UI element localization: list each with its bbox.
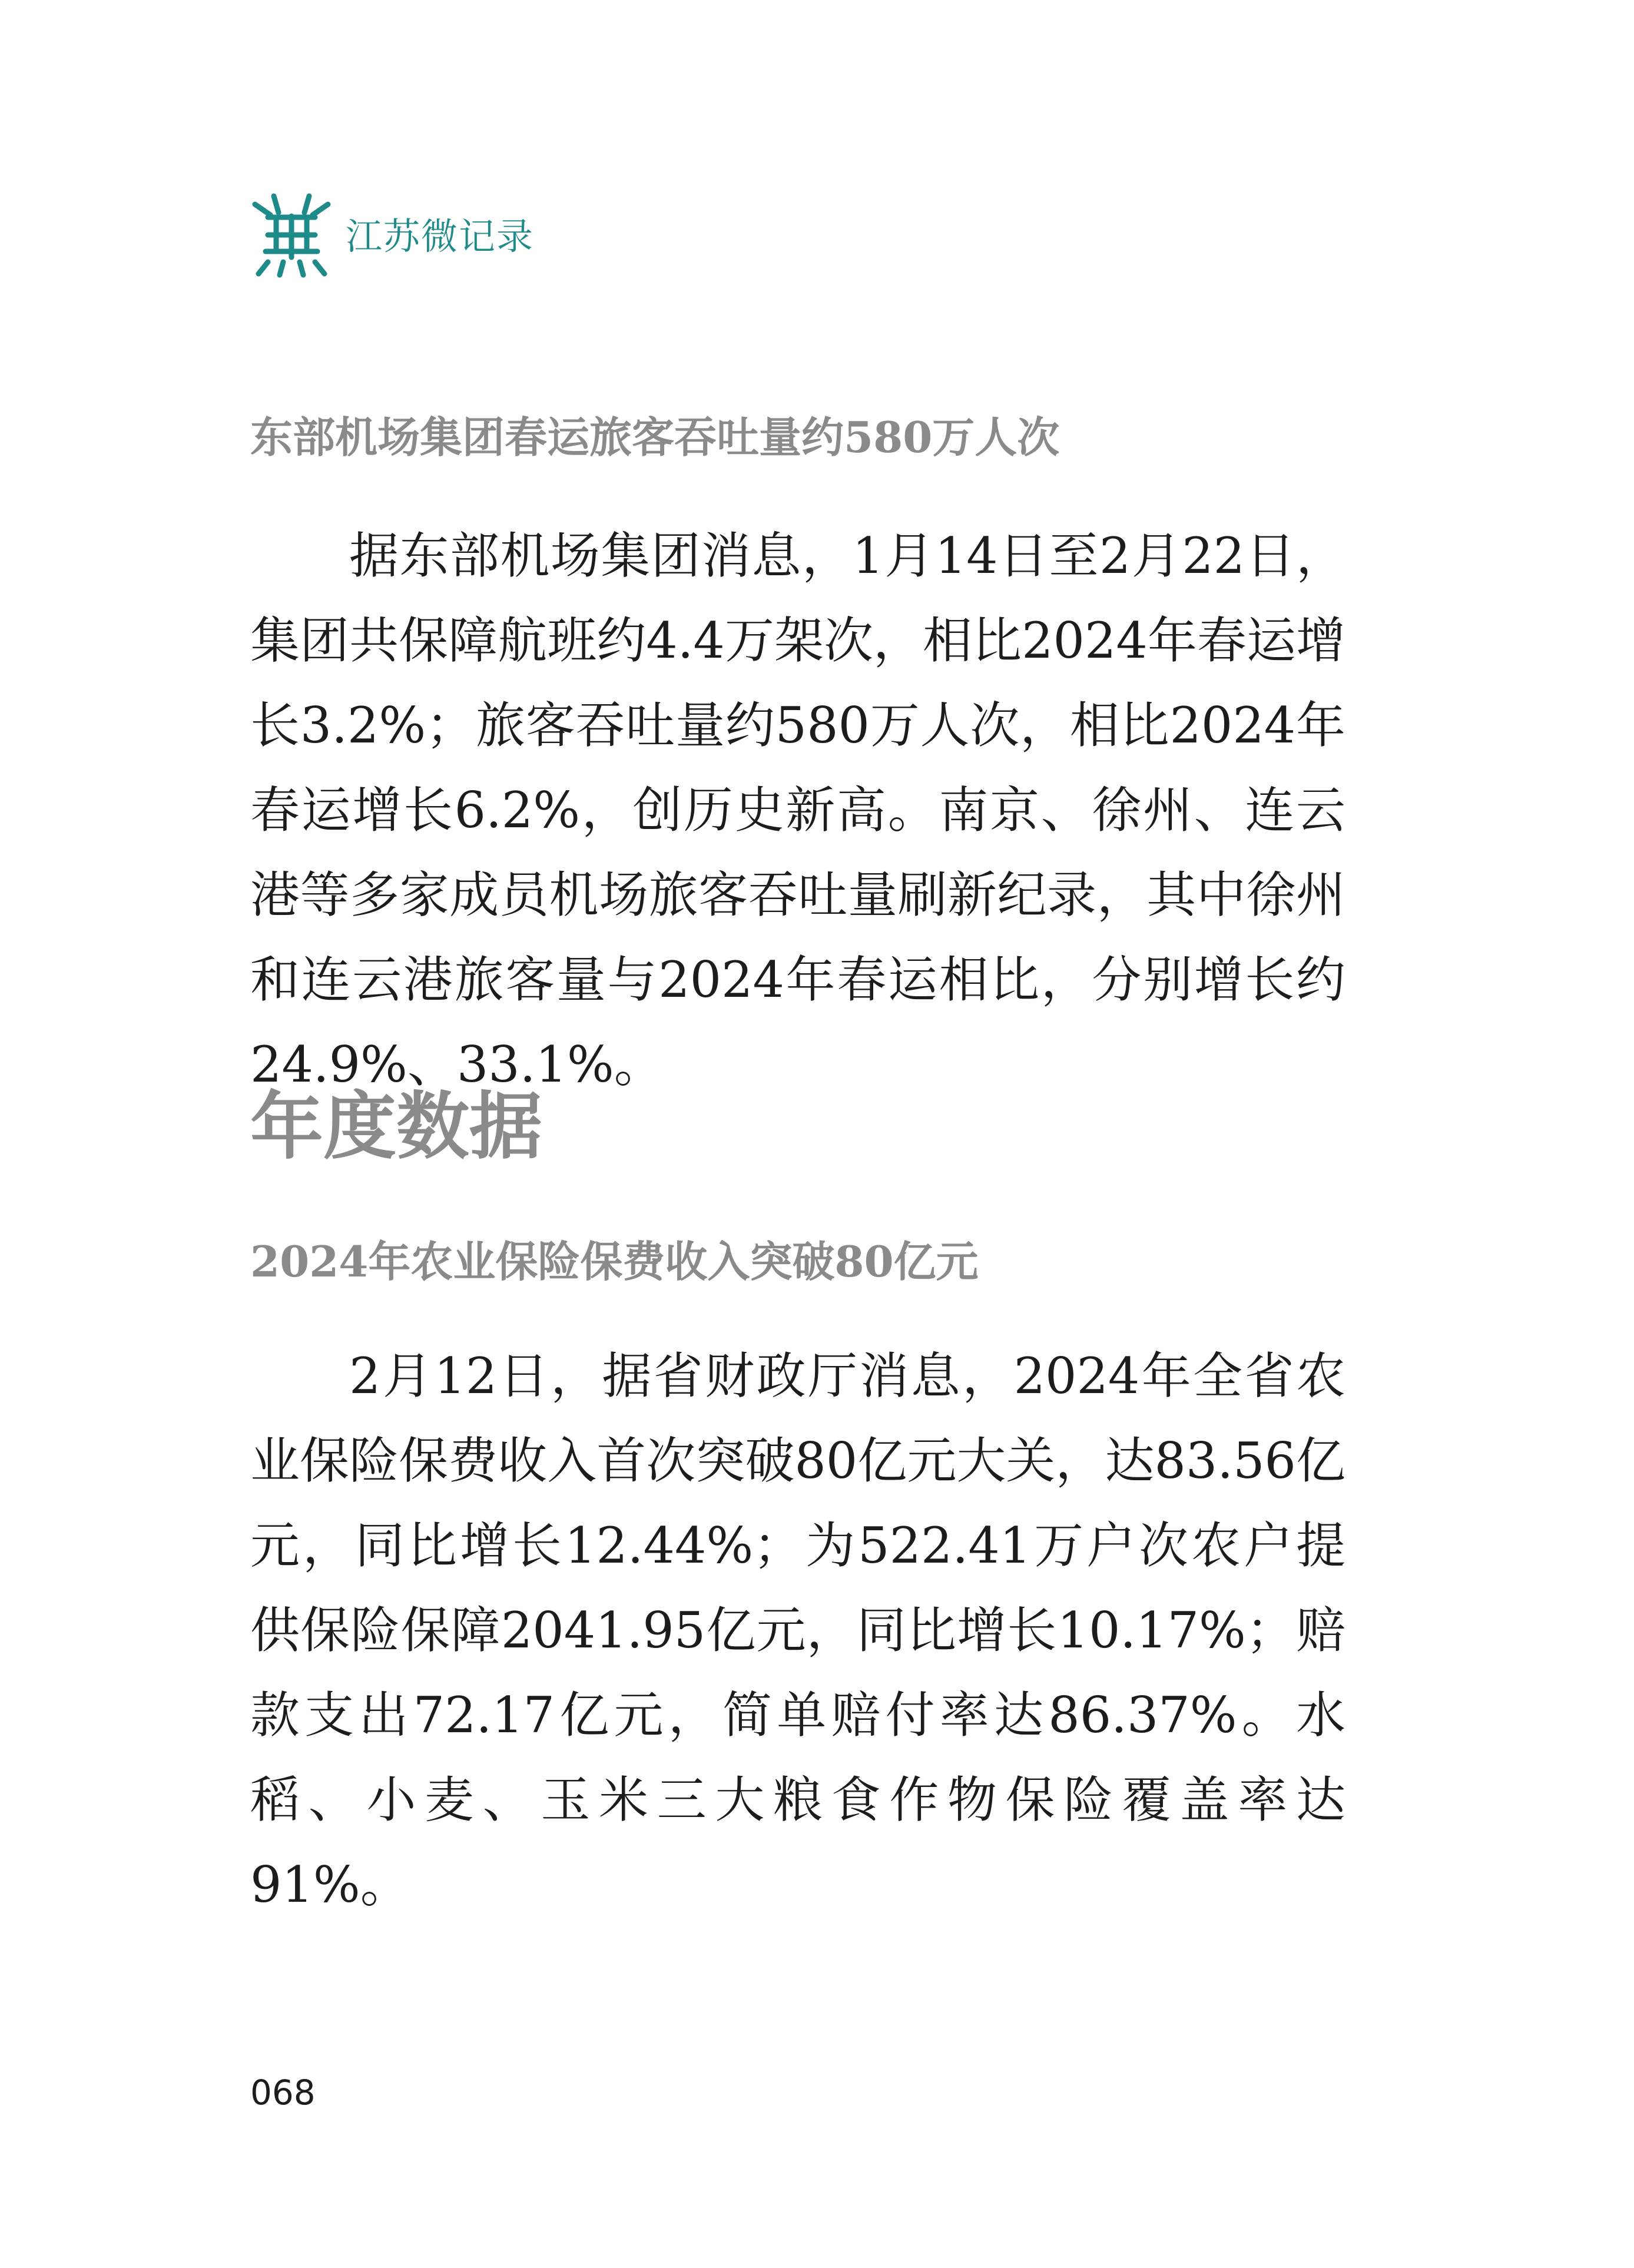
- page-header: [250, 190, 534, 284]
- page-number: 068: [250, 2073, 316, 2113]
- section-heading: 年度数据: [250, 1085, 543, 1169]
- article-title: 2024年农业保险保费收入突破80亿元: [250, 1236, 979, 1286]
- article-body: 据东部机场集团消息，1月14日至2月22日，集团共保障航班约4.4万架次，相比2024年春运增长3.2%；旅客吞吐量约580万人次，相比2024年春运增长6.2%，创历史新高。南京、徐州、连云港等多家成员机场旅客吞吐量刷新纪录，其中徐州和连云港旅客量与2024年春运相比，分别增长约24.9%、33.1%。: [250, 527, 1346, 1093]
- article-title: 东部机场集团春运旅客吞吐量约580万人次: [250, 412, 1060, 462]
- jiangsu-emblem-icon: [250, 193, 333, 281]
- header-title: 江苏微记录: [346, 215, 535, 258]
- article-body: 2月12日，据省财政厅消息，2024年全省农业保险保费收入首次突破80亿元大关，达83.56亿元，同比增长12.44%；为522.41万户次农户提供保险保障2041.95亿元，同比增长10.17%；赔款支出72.17亿元，简单赔付率达86.37%。水稻、小麦、玉米三大粮食作物保险覆盖率达91%。: [250, 1347, 1345, 1914]
